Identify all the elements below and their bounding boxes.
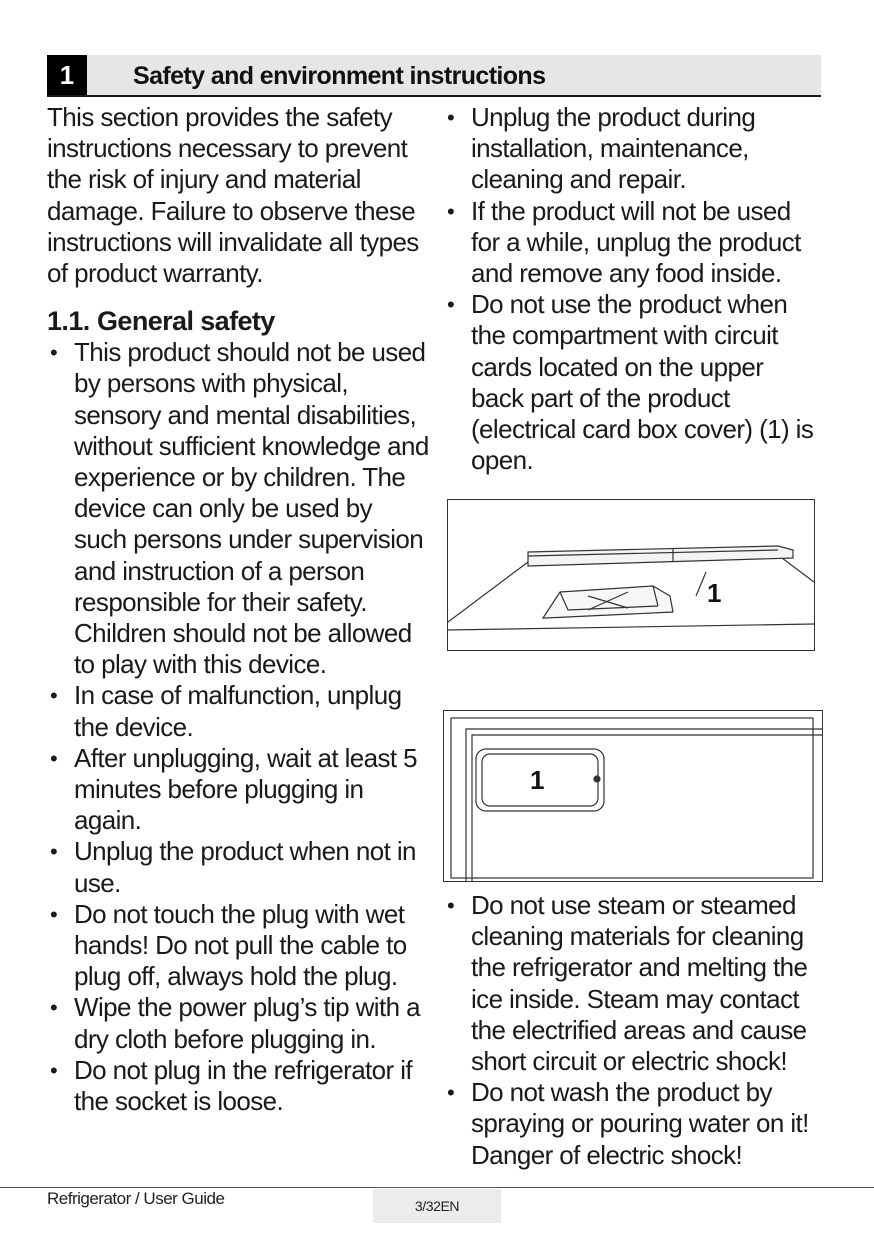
- list-item: • Wipe the power plug’s tip with a dry cloth before plugging in.: [47, 992, 429, 1054]
- right-column-bottom: [444, 890, 822, 1171]
- figure-card-box-cover-back: [443, 710, 823, 882]
- list-item: • Do not wash the product by spraying or pouring water on it! Danger of electric shock!: [444, 1077, 822, 1171]
- subsection-title: General safety: [97, 306, 275, 337]
- safety-list-left: [47, 337, 429, 1117]
- list-item: • Unplug the product when not in use.: [47, 836, 429, 898]
- figure-label: 1: [707, 578, 722, 608]
- section-title: Safety and environment instructions: [133, 62, 546, 90]
- list-item: • If the product will not be used for a while, unplug the product and remove any food inside.: [444, 196, 822, 290]
- list-item: • Do not use steam or steamed cleaning materials for cleaning the refrigerator and melting the ice inside. Steam may contact the electrified areas and cause short circuit or electric shock!: [444, 890, 822, 1077]
- refrigerator-top-illustration: [448, 500, 814, 650]
- section-number: 1: [47, 55, 87, 95]
- footer-guide-title: Refrigerator / User Guide: [47, 1189, 225, 1208]
- left-column: [47, 102, 429, 1117]
- subsection-heading: [47, 305, 429, 337]
- right-column-top: [444, 102, 822, 476]
- list-item: • After unplugging, wait at least 5 minutes before plugging in again.: [47, 743, 429, 837]
- safety-list-right-top: [444, 102, 822, 476]
- figure-label: 1: [530, 765, 545, 795]
- list-item: • This product should not be used by persons with physical, sensory and mental disabilities, without sufficient knowledge and experience or by children. The device can only be used by such persons under supervision and instruction of a person responsible for their safety. Children should not be allowed to play with this device.: [47, 337, 429, 680]
- intro-paragraph: This section provides the safety instructions necessary to prevent the risk of injury and material damage. Failure to observe these instructions will invalidate all types of product warranty.: [47, 102, 419, 289]
- list-item: • Do not use the product when the compartment with circuit cards located on the upper back part of the product (electrical card box cover) (1) is open.: [444, 289, 822, 476]
- page-number: 3/32EN: [373, 1189, 501, 1223]
- list-item: • Do not plug in the refrigerator if the socket is loose.: [47, 1055, 429, 1117]
- safety-list-right-bottom: [444, 890, 822, 1171]
- figure-card-box-cover-top: [447, 499, 815, 651]
- section-header: [47, 55, 821, 97]
- list-item: • Do not touch the plug with wet hands! Do not pull the cable to plug off, always hold the plug.: [47, 899, 429, 993]
- footer-divider: [0, 1187, 874, 1188]
- list-item: • Unplug the product during installation, maintenance, cleaning and repair.: [444, 102, 822, 196]
- list-item: • In case of malfunction, unplug the device.: [47, 680, 429, 742]
- subsection-number: 1.1.: [47, 306, 90, 337]
- refrigerator-back-illustration: [444, 711, 822, 881]
